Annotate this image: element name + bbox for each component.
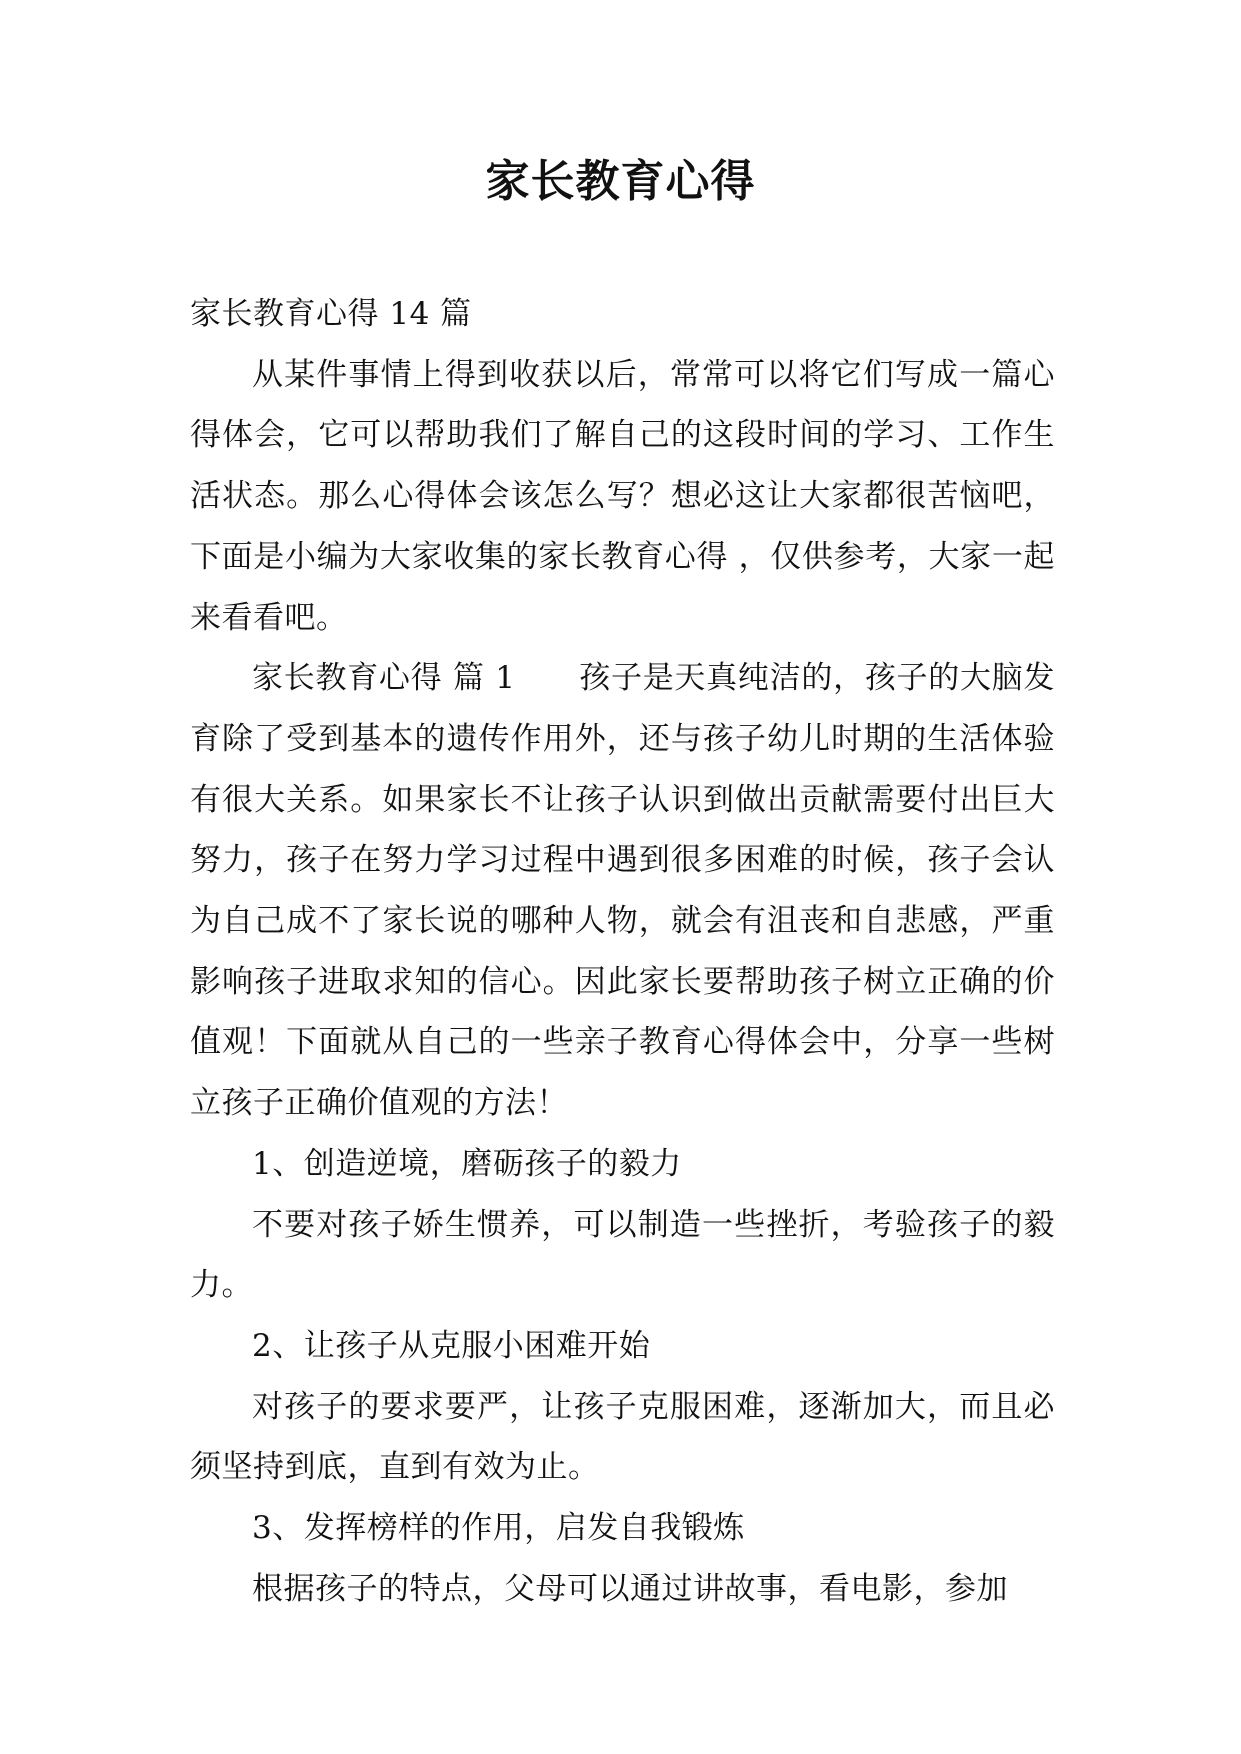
document-title: 家长教育心得 xyxy=(485,156,756,207)
paragraph-1: 不要对孩子娇生惯养，可以制造一些挫折，考验孩子的毅力。 xyxy=(190,1206,1055,1304)
heading-2: 2、让孩子从克服小困难开始 xyxy=(252,1327,651,1364)
heading-1: 1、创造逆境，磨砺孩子的毅力 xyxy=(252,1145,682,1182)
paragraph-2: 对孩子的要求要严，让孩子克服困难，逐渐加大，而且必须坚持到底，直到有效为止。 xyxy=(190,1388,1055,1486)
paragraph-3: 根据孩子的特点，父母可以通过讲故事，看电影，参加 xyxy=(252,1570,1008,1607)
heading-3: 3、发挥榜样的作用，启发自我锻炼 xyxy=(252,1510,745,1547)
intro-paragraph: 从某件事情上得到收获以后，常常可以将它们写成一篇心得体会，它可以帮助我们了解自己的这段时间的学习、工作生活状态。那么心得体会该怎么写？想必这让大家都很苦恼吧，下面是小编为大家收集的家长教育心得 ，仅供参考，大家一起来看看吧。 xyxy=(190,356,1055,636)
document-body xyxy=(190,284,1055,1619)
essay-1-paragraph: 家长教育心得 篇 1 孩子是天真纯洁的，孩子的大脑发育除了受到基本的遗传作用外，还与孩子幼儿时期的生活体验有很大关系。如果家长不让孩子认识到做出贡献需要付出巨大努力，孩子在努力学习过程中遇到很多困难的时候，孩子会认为自己成不了家长说的哪种人物，就会有沮丧和自悲感，严重影响孩子进取求知的信心。因此家长要帮助孩子树立正确的价值观！下面就从自己的一些亲子教育心得体会中，分享一些树立孩子正确价值观的方法！ xyxy=(190,660,1055,1122)
subtitle-paragraph: 家长教育心得 14 篇 xyxy=(190,296,472,332)
